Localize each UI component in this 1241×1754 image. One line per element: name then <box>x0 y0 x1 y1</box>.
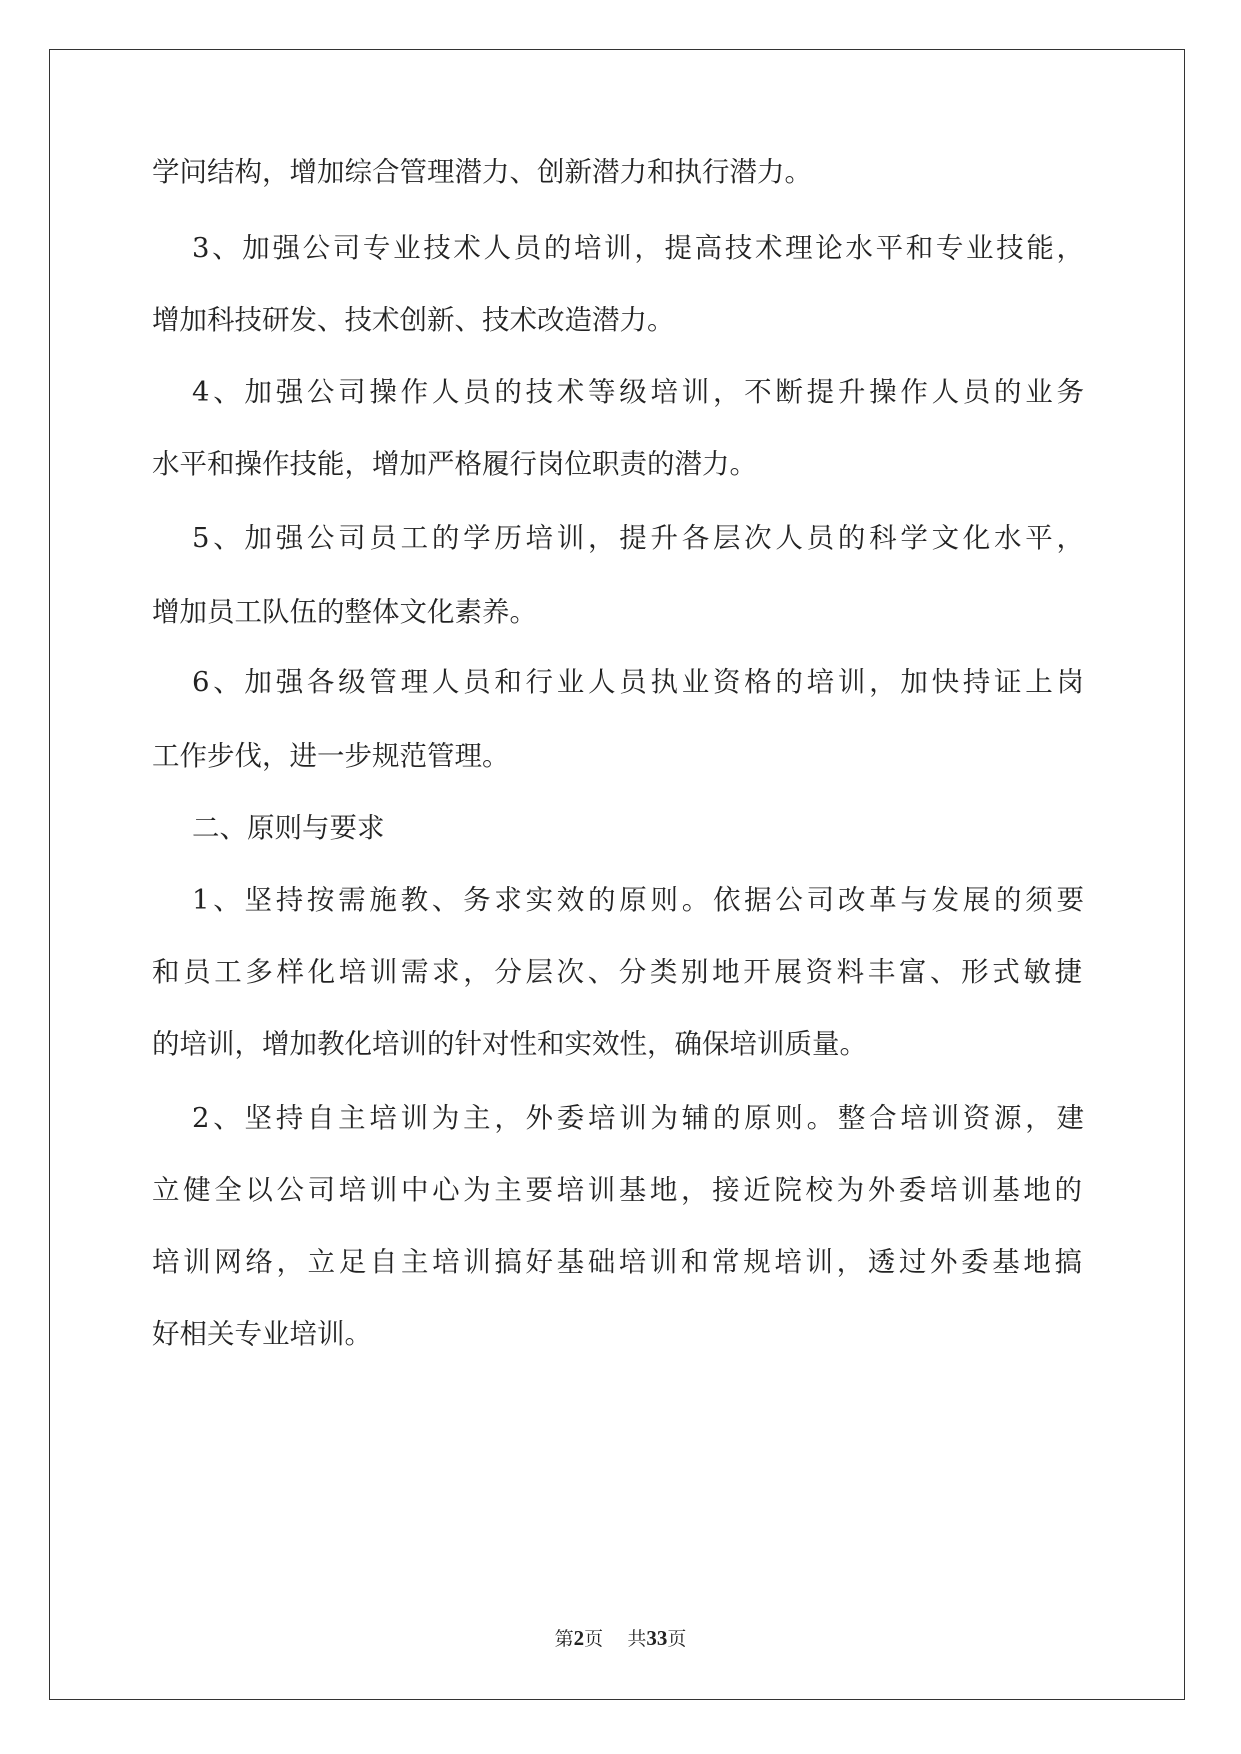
paragraph-line: 学问结构，增加综合管理潜力、创新潜力和执行潜力。 <box>152 156 812 188</box>
footer-page-number: 2 <box>573 1626 585 1650</box>
paragraph-line: 立健全以公司培训中心为主要培训基地，接近院校为外委培训基地的 <box>152 1174 1082 1206</box>
paragraph-line: 1、坚持按需施教、务求实效的原则。依据公司改革与发展的须要 <box>192 884 1084 916</box>
paragraph-line: 和员工多样化培训需求，分层次、分类别地开展资料丰富、形式敏捷 <box>152 956 1082 988</box>
paragraph-line: 培训网络，立足自主培训搞好基础培训和常规培训，透过外委基地搞 <box>152 1246 1082 1278</box>
footer-page-mid: 页 共 <box>584 1628 647 1650</box>
paragraph-line: 5、加强公司员工的学历培训，提升各层次人员的科学文化水平， <box>192 522 1084 554</box>
paragraph-line: 的培训，增加教化培训的针对性和实效性，确保培训质量。 <box>152 1028 867 1060</box>
footer-page-prefix: 第 <box>554 1628 574 1650</box>
paragraph-line: 增加员工队伍的整体文化素养。 <box>152 596 537 628</box>
page-border <box>49 49 1185 1700</box>
paragraph-line: 4、加强公司操作人员的技术等级培训，不断提升操作人员的业务 <box>192 376 1084 408</box>
paragraph-line: 好相关专业培训。 <box>152 1318 372 1350</box>
paragraph-line: 2、坚持自主培训为主，外委培训为辅的原则。整合培训资源，建 <box>192 1102 1084 1134</box>
paragraph-line: 3、加强公司专业技术人员的培训，提高技术理论水平和专业技能， <box>192 232 1084 264</box>
page-footer <box>0 1626 1241 1651</box>
paragraph-line: 6、加强各级管理人员和行业人员执业资格的培训，加快持证上岗 <box>192 666 1084 698</box>
footer-total-pages: 33 <box>646 1626 668 1650</box>
paragraph-line: 增加科技研发、技术创新、技术改造潜力。 <box>152 304 675 336</box>
section-heading: 二、原则与要求 <box>192 812 385 844</box>
footer-page-suffix: 页 <box>667 1628 687 1650</box>
paragraph-line: 水平和操作技能，增加严格履行岗位职责的潜力。 <box>152 448 757 480</box>
paragraph-line: 工作步伐，进一步规范管理。 <box>152 740 510 772</box>
